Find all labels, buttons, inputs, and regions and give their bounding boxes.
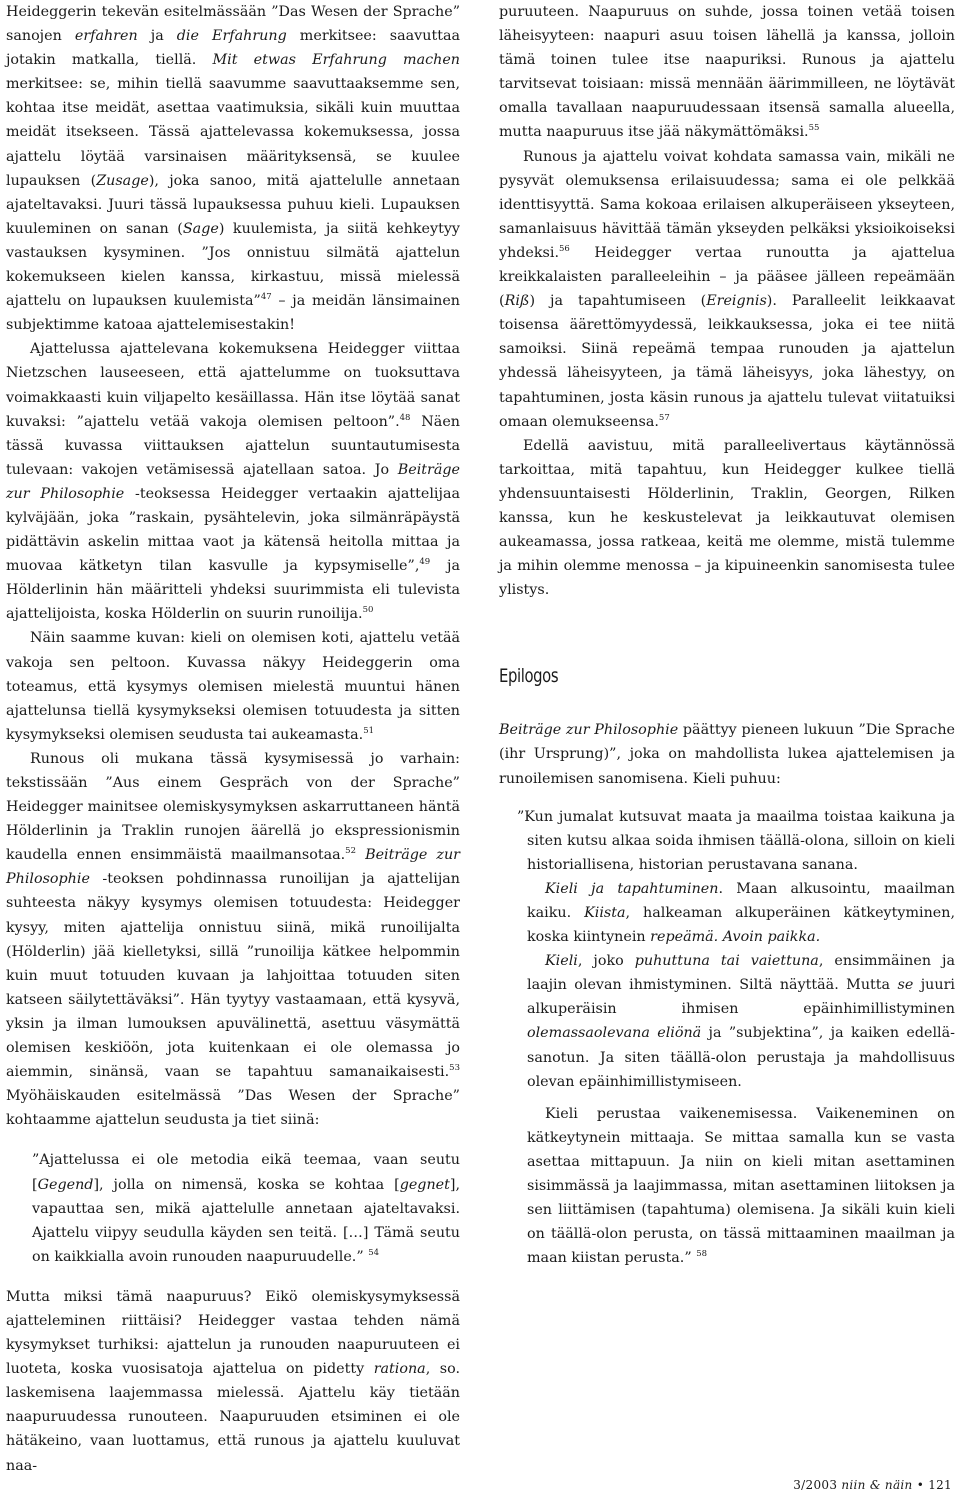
footnote-ref: 51 [363,725,375,736]
paragraph: Runous ja ajattelu voivat kohdata samassa vain, mikäli ne pysyvät olemuksensa erilaisuudessa; sama ei ole pelkkää identtisyyttä. Sama kokoaa erilaisen alkuperäiseen ykseyteen, samanlaisuus hävittää tämän ykseyden pelkäksi yksioikoiseksi yhdeksi.$^{56}$ Heidegger vertaa runoutta ja ajattelua kreikkalaisten paralleeleihin – ja pääsee jälleen repeämään (Riß) ja tapahtumiseen (Ereignis). Paralleelit leikkaavat toisensa äärettömyydessä, leikkauksessa, joka ei tee niitä samoiksi. Siinä repeämä tempaa runouden ja ajattelun yhdessä läheisyyteen, ja tämä läheisyys, joka lähestyy, on tapahtuminen, josta käsin runous ja ajattelu tulevat viitatuiksi omaan olemukseensa.$^{57}$ [499,148,955,430]
paragraph: Heideggerin tekevän esitelmässään ”Das Wesen der Sprache” sanojen erfahren ja die Erfahrung merkitsee: saavuttaa jotakin matkalla, tiellä. Mit etwas Erfahrung machen merkitsee: se, mihin tiellä saavumme saavuttaaksemme sen, kohtaa itse meidät, asettaa vaatimuksia, sikäli kuin muuttaa meidät itsekseen. Tässä ajattelevassa kokemuksessa, jossa ajattelu löytää varsinaisen määrityksensä, se kuulee lupauksen (Zusage), joka sanoo, mitä ajattelulle annetaan ajateltavaksi. Juuri tässä lupauksessa puhuu kieli. Lupauksen kuuleminen on sanan (Sage) kuulemista, ja siitä kehkeytyy vastauksen kysyminen. ”Jos onnistuu silmätä ajattelun kokemukseen kielen kanssa, kirkastuu, missä mielessä ajattelu on lupauksen kuulemista”$^{47}$ – ja meidän länsimainen subjektimme katoaa ajattelemisestakin! [6,4,461,334]
block-quote: ”Ajattelussa ei ole metodia eikä teemaa, vaan seutu [Gegend], jolla on nimensä, koska se kohtaa [gegnet], vapauttaa sen, mikä ajattelulle annetaan ajateltavaksi. Ajattelu viipyy seudulla käyden sen teitä. […] Tämä seutu on kaikkialla avoin runouden naapuruudelle.” $^{54}$ [32,1152,460,1265]
block-quote: ”Kun jumalat kutsuvat maata ja maailma toistaa kaikuna ja siten kutsu alkaa soida ihmisen täällä-olona, silloin on kieli historiallisena, historian perustavana sanana. Kieli ja tapahtuminen. Maan alkusointu, maailman kaiku. Kiista, halkeaman alkuperäinen kätkeytyminen, koska kiintynein repeämä. Avoin paikka. Kieli, joko puhuttuna tai vaiettuna, ensimmäinen ja laajin olevan ihmistyminen. Siltä näyttää. Mutta se juuri alkuperäisin ihmisen epäinhimillistyminen olemassaolevana eliönä ja ”subjektina”, ja kaiken edelläsanotun. Ja siten täällä-olon perustaja ja mahdollisuus olevan epäinhimillistymiseen. Kieli perustaa vaikenemisessa. Vaikeneminen on kätkeytynein mittaaja. Se mittaa samalla kun se vasta asettaa mittapuun. Ja niin on kieli mitan asettaminen sisimmässä ja laajimmassa, mitan asettaminen liitoksen ja sen liittämisen (tapahtuma) olemisena. Ja sikäli kuin kieli on täällä-olon perusta, on tässä mittaaminen maailman ja maan kiistan perusta.” $^{58}$ [517,808,955,1267]
paragraph: Beiträge zur Philosophie päättyy pieneen lukuun ”Die Sprache (ihr Ursprung)”, joka on mahdollista lukea ajattelemisen ja runoilemisen sanomisena. Kieli puhuu: [499,722,955,787]
paragraph: Edellä aavistuu, mitä paralleelivertaus käytännössä tarkoittaa, mitä tapahtuu, kun Heidegger kulkee tiellä yhdensuuntaisesti Hölderlinin, Traklin, Georgen, Rilken kanssa, kun he keskustelevat ja leikkautuvat olemisen aukeamassa, jossa ratkeaa, keitä me olemme, mistä tulemme ja mihin olemme menossa – ja kipuineenkin sanomisesta tulee ylistys. [499,437,955,599]
footnote-ref: 50 [362,605,374,616]
footnote-ref: 47 [260,292,272,303]
page-footer [793,1478,952,1492]
page-number: 121 [928,1478,952,1492]
footnote-ref: 54 [368,1247,380,1258]
left-column [6,0,460,1478]
paragraph: Ajattelussa ajattelevana kokemuksena Heidegger viittaa Nietzschen lauseeseen, että ajattelumme on tuoksuttava voimakkaasti kuin viljapelto kesäillassa. Hän itse löytää sanat kuvaksi: ”ajattelu vetää vakoja olemisen peltoon”.$^{48}$ Näen tässä kuvassa viittauksen ajattelun suuntautumisesta tulevaan: vakojen vetämisessä ajatellaan satoa. Jo Beiträge zur Philosophie -teoksessa Heidegger vertaakin ajattelijaa kylväjään, joka ”raskain, pysähtelevin, joka silmänräpäystä pidättävin askelin mittaa vaot ja kätensä heitolla mittaa ja muovaa kätketyn tilan kasvulle ja kypsymiselle”,$^{49}$ ja Hölderlinin hän määritteli yhdeksi suurimmista eli tulevista ajattelijoista, koska Hölderlin on suurin runoilija.$^{50}$ [6,341,460,623]
footnote-ref: 57 [658,412,670,423]
footnote-ref: 52 [345,846,356,857]
paragraph: Mutta miksi tämä naapuruus? Eikö olemiskysymyksessä ajatteleminen riittäisi? Heidegger vastaa tehden nämä kysymykset turhiksi: ajattelun ja runouden naapuruuteen ei luoteta, koska vuosisatoja ajattelua on pidetty rationa, so. laskemisena laajemmassa mielessä. Ajattelu käy tietään naapuruudessa runouteen. Naapuruuden etsiminen ei ole hätäkeino, vaan luottamus, että runous ja ajattelu kuuluvat naa- [6,1288,460,1474]
footnote-ref: 49 [419,557,431,568]
footnote-ref: 48 [399,412,411,423]
magazine-name: niin & näin [841,1478,913,1492]
footnote-ref: 58 [696,1249,708,1260]
paragraph: Näin saamme kuvan: kieli on olemisen koti, ajattelu vetää vakoja sen peltoon. Kuvassa näkyy Heideggerin oma toteamus, että kysymys olemisen mielestä muuntui hänen ajattelunsa tiellä kysymykseksi olemisen totuudesta ja sitten kysymykseksi olemisen seudusta tai aukeamasta.$^{51}$ [6,630,460,743]
paragraph: Runous oli mukana tässä kysymisessä jo varhain: tekstissään ”Aus einem Gespräch von der Sprache” Heidegger mainitsee olemiskysymyksen askarruttaneen häntä Hölderlinin ja Traklin runojen äärellä jo ekspressionismin kaudella ennen ensimmäistä maailmansotaa.$^{52}$ Beiträge zur Philosophie -teoksen pohdinnassa runoilijan ja ajattelijan suhteesta näkyy kysymys olemisen totuudesta: Heidegger kysyy, miten ajattelija onnistuu siinä, mikä runoilijalta (Hölderlin) jää kielletyksi, sillä ”runoilija kätkee helpommin kuin muut totuuden kuvaan ja lahjoittaa totuuden siten katseen säilytettäväksi”. Hän tyytyy vastaamaan, että kysyvä, yksin ja ilman lumouksen apuvälinettä, asettuu väsymättä olemisen keskiöön, jota kuitenkaan ei ole olemassa jo aiemmin, sinänsä, vaan se tapahtuu samanaikaisesti.$^{53}$ Myöhäiskauden esitelmässä ”Das Wesen der Sprache” kohtaamme ajattelun seudusta ja tiet siinä: [6,750,461,1129]
section-heading: Epilogos [499,665,559,688]
paragraph: puruuteen. Naapuruus on suhde, jossa toinen vetää toisen läheisyyteen: naapuri asuu toisen lähellä ja kanssa, jolloin tämä toinen tulee itse naapuriksi. Runous ja ajattelu tarvitsevat toisiaan: missä mennään äärimmilleen, ne löytävät omalla tavallaan naapuruudessaan itsensä samalla alueella, mutta naapuruus itse jää näkymättömäksi.$^{55}$ [499,4,955,141]
footnote-ref: 53 [449,1063,460,1074]
footnote-ref: 55 [808,123,820,134]
issue-number: 3/2003 [793,1478,842,1492]
separator-bullet: • [912,1478,929,1492]
footnote-ref: 56 [559,243,570,254]
right-column [499,0,955,1270]
